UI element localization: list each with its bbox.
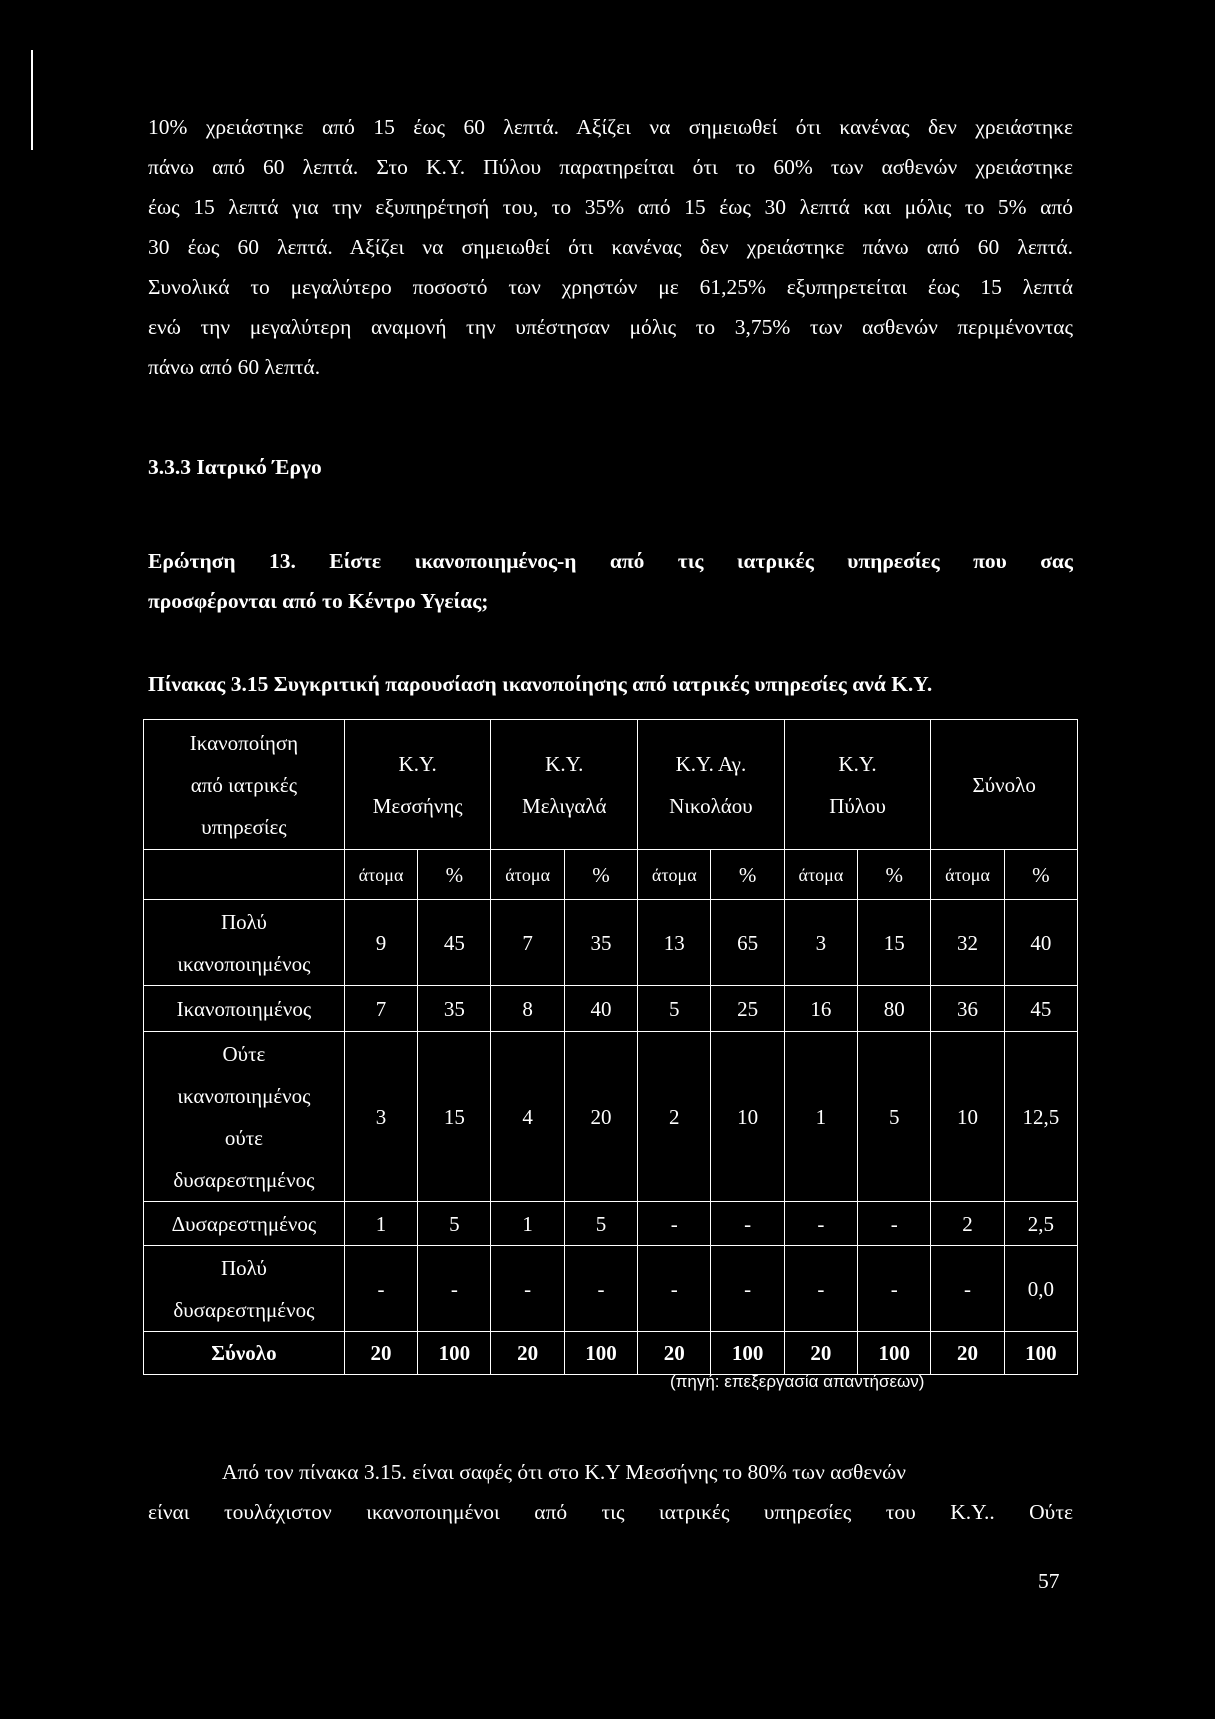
table-cell: -	[931, 1246, 1004, 1332]
header-messini: Κ.Υ. Μεσσήνης	[344, 720, 491, 850]
table-cell: 35	[418, 986, 491, 1032]
table-cell: 4	[491, 1032, 564, 1202]
corner-header: Ικανοποίηση από ιατρικές υπηρεσίες	[144, 720, 345, 850]
total-row	[144, 1332, 1078, 1375]
table-cell: 32	[931, 900, 1004, 986]
subheader-cell: %	[1004, 850, 1077, 900]
bottom-paragraph	[148, 1452, 1073, 1532]
subheader-row	[144, 850, 1078, 900]
question	[148, 541, 1073, 621]
table-cell: 35	[564, 900, 637, 986]
table-cell: 2,5	[1004, 1202, 1077, 1246]
table-cell: 2	[638, 1032, 711, 1202]
table-cell: 7	[344, 986, 417, 1032]
table-cell: -	[858, 1246, 931, 1332]
row-label: Ούτε ικανοποιημένος ούτε δυσαρεστημένος	[144, 1032, 345, 1202]
header-row	[144, 720, 1078, 850]
table-cell: 1	[344, 1202, 417, 1246]
paragraph-line: Από τον πίνακα 3.15. είναι σαφές ότι στο Κ.Υ Μεσσήνης το 80% των ασθενών	[222, 1460, 906, 1484]
table-cell: -	[638, 1246, 711, 1332]
table-cell: 2	[931, 1202, 1004, 1246]
subheader-cell: άτομα	[344, 850, 417, 900]
subheader-cell: %	[711, 850, 784, 900]
satisfaction-table	[143, 719, 1078, 1375]
paragraph-line: είναι τουλάχιστον ικανοποιημένοι από τις ιατρικές υπηρεσίες του Κ.Υ.. Ούτε	[148, 1500, 1073, 1524]
header-pylou: Κ.Υ. Πύλου	[784, 720, 931, 850]
subheader-empty	[144, 850, 345, 900]
table-row	[144, 900, 1078, 986]
table-caption: Πίνακας 3.15 Συγκριτική παρουσίαση ικανοποίησης από ιατρικές υπηρεσίες ανά Κ.Υ.	[148, 672, 933, 696]
paragraph-line: Συνολικά το μεγαλύτερο ποσοστό των χρηστών με 61,25% εξυπηρετείται έως 15 λεπτά	[148, 275, 1073, 299]
table-cell: 65	[711, 900, 784, 986]
table-cell: 10	[931, 1032, 1004, 1202]
table-cell: 80	[858, 986, 931, 1032]
row-label: Ικανοποιημένος	[144, 986, 345, 1032]
table-cell: 10	[711, 1032, 784, 1202]
subheader-cell: %	[858, 850, 931, 900]
section-heading: 3.3.3 Ιατρικό Έργο	[148, 455, 322, 479]
top-paragraph	[148, 107, 1073, 387]
table-row	[144, 1202, 1078, 1246]
page-number: 57	[1038, 1569, 1060, 1593]
table-cell: -	[638, 1202, 711, 1246]
table-cell: 9	[344, 900, 417, 986]
row-label: Δυσαρεστημένος	[144, 1202, 345, 1246]
table-cell: 20	[784, 1332, 857, 1375]
table-cell: 1	[784, 1032, 857, 1202]
paragraph-line: 10% χρειάστηκε από 15 έως 60 λεπτά. Αξίζει να σημειωθεί ότι κανένας δεν χρειάστηκε	[148, 115, 1073, 139]
subheader-cell: άτομα	[931, 850, 1004, 900]
table-cell: -	[858, 1202, 931, 1246]
table-cell: 36	[931, 986, 1004, 1032]
table-row	[144, 1246, 1078, 1332]
table-cell: -	[784, 1202, 857, 1246]
table-cell: 20	[638, 1332, 711, 1375]
table-cell: 12,5	[1004, 1032, 1077, 1202]
table-cell: 15	[858, 900, 931, 986]
table-cell: 8	[491, 986, 564, 1032]
table-cell: 40	[1004, 900, 1077, 986]
subheader-cell: %	[418, 850, 491, 900]
table-cell: 20	[931, 1332, 1004, 1375]
table-cell: 100	[418, 1332, 491, 1375]
table-cell: 1	[491, 1202, 564, 1246]
row-label: Πολύ ικανοποιημένος	[144, 900, 345, 986]
table-cell: 40	[564, 986, 637, 1032]
table-row	[144, 986, 1078, 1032]
table-cell: 0,0	[1004, 1246, 1077, 1332]
subheader-cell: %	[564, 850, 637, 900]
row-label: Πολύ δυσαρεστημένος	[144, 1246, 345, 1332]
header-meligala: Κ.Υ. Μελιγαλά	[491, 720, 638, 850]
table-cell: -	[564, 1246, 637, 1332]
question-line: προσφέρονται από το Κέντρο Υγείας;	[148, 589, 489, 613]
table-cell: 25	[711, 986, 784, 1032]
paragraph-line: 30 έως 60 λεπτά. Αξίζει να σημειωθεί ότι κανένας δεν χρειάστηκε πάνω από 60 λεπτά.	[148, 235, 1073, 259]
table-cell: 16	[784, 986, 857, 1032]
table-cell: -	[711, 1246, 784, 1332]
table-cell: -	[418, 1246, 491, 1332]
subheader-cell: άτομα	[784, 850, 857, 900]
subheader-cell: άτομα	[491, 850, 564, 900]
header-total: Σύνολο	[931, 720, 1078, 850]
source-note: (πηγή: επεξεργασία απαντήσεων)	[670, 1372, 925, 1391]
table-cell: 20	[564, 1032, 637, 1202]
table-cell: 5	[564, 1202, 637, 1246]
table-cell: 15	[418, 1032, 491, 1202]
paragraph-line: ενώ την μεγαλύτερη αναμονή την υπέστησαν μόλις το 3,75% των ασθενών περιμένοντας	[148, 315, 1073, 339]
table-cell: 100	[711, 1332, 784, 1375]
table-cell: 100	[858, 1332, 931, 1375]
table-cell: 5	[418, 1202, 491, 1246]
paragraph-line: έως 15 λεπτά για την εξυπηρέτησή του, το 35% από 15 έως 30 λεπτά και μόλις το 5% από	[148, 195, 1073, 219]
paragraph-line: πάνω από 60 λεπτά.	[148, 355, 321, 379]
table-cell: 100	[564, 1332, 637, 1375]
header-ag-nikolaou: Κ.Υ. Αγ. Νικολάου	[638, 720, 785, 850]
table-cell: 3	[784, 900, 857, 986]
table-cell: 5	[858, 1032, 931, 1202]
table-cell: 20	[344, 1332, 417, 1375]
margin-bar	[31, 50, 33, 150]
paragraph-line: πάνω από 60 λεπτά. Στο Κ.Υ. Πύλου παρατηρείται ότι το 60% των ασθενών χρειάστηκε	[148, 155, 1073, 179]
table-cell: 100	[1004, 1332, 1077, 1375]
table-cell: 5	[638, 986, 711, 1032]
subheader-cell: άτομα	[638, 850, 711, 900]
table-cell: -	[711, 1202, 784, 1246]
table-row	[144, 1032, 1078, 1202]
table-cell: 45	[1004, 986, 1077, 1032]
table-cell: -	[491, 1246, 564, 1332]
table-cell: 3	[344, 1032, 417, 1202]
table-cell: 7	[491, 900, 564, 986]
table-cell: 45	[418, 900, 491, 986]
question-line: Ερώτηση 13. Είστε ικανοποιημένος-η από τις ιατρικές υπηρεσίες που σας	[148, 549, 1073, 573]
table-cell: -	[784, 1246, 857, 1332]
total-label: Σύνολο	[144, 1332, 345, 1375]
table-cell: 20	[491, 1332, 564, 1375]
table-cell: 13	[638, 900, 711, 986]
table-cell: -	[344, 1246, 417, 1332]
